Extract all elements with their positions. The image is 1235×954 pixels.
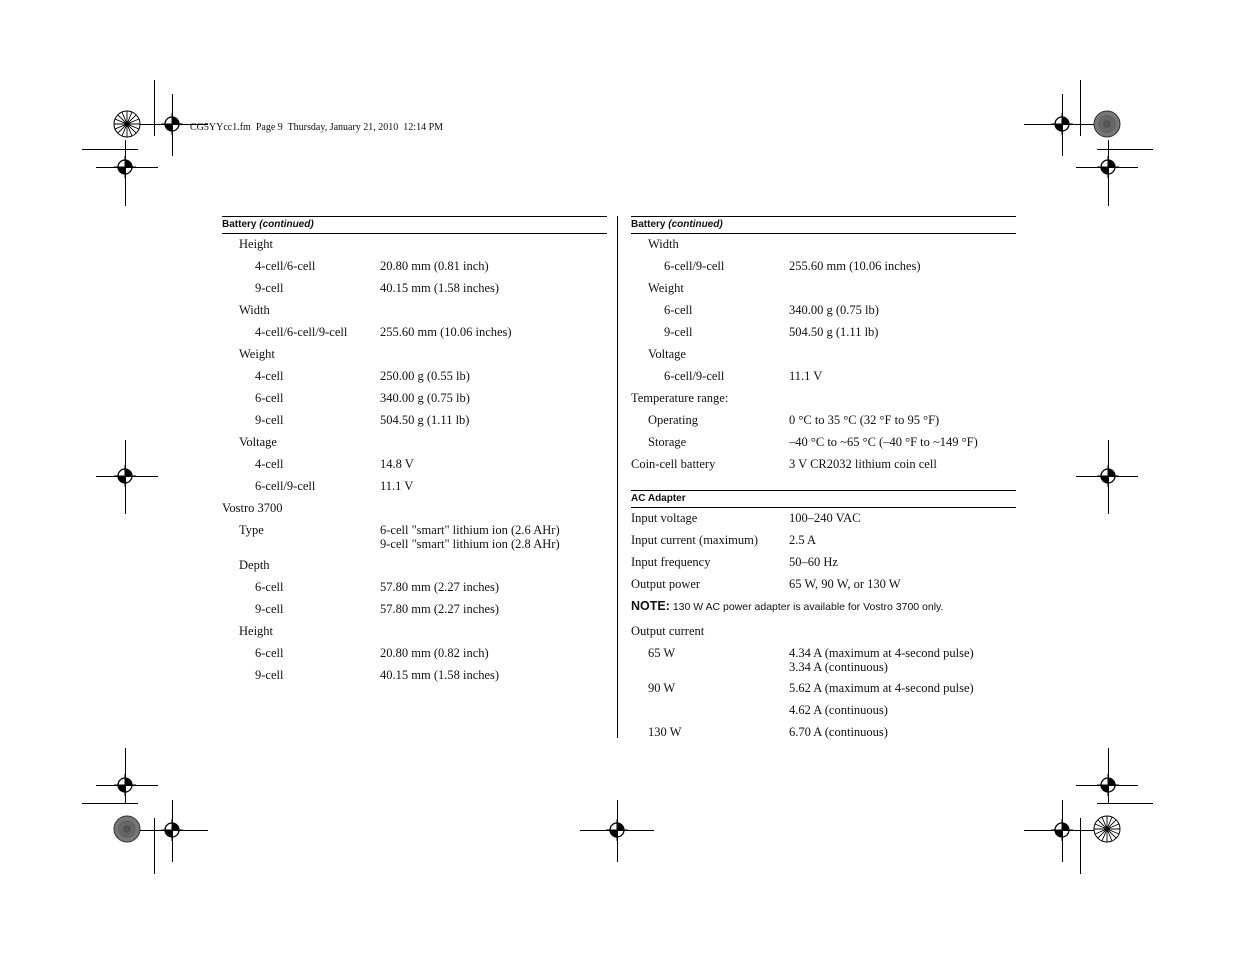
spec-row <box>222 520 607 555</box>
spec-value <box>789 410 1016 427</box>
registration-mark-icon <box>161 113 183 135</box>
spec-row <box>631 722 1016 744</box>
spec-value-line: 255.60 mm (10.06 inches) <box>380 325 512 339</box>
spec-value <box>789 530 1016 547</box>
crop-mark <box>154 80 155 136</box>
spec-row <box>631 322 1016 344</box>
registration-mark-icon <box>1051 113 1073 135</box>
spec-label: 6-cell <box>255 646 284 660</box>
spec-value-line: 0 °C to 35 °C (32 °F to 95 °F) <box>789 413 940 427</box>
spec-value <box>380 665 607 682</box>
spec-value-line: 504.50 g (1.11 lb) <box>380 413 470 427</box>
spec-value <box>380 344 607 347</box>
spec-value <box>380 454 607 471</box>
spec-row <box>631 432 1016 454</box>
spec-rows <box>631 508 1016 596</box>
spec-label: 130 W <box>648 725 682 739</box>
grey-target-icon <box>113 815 141 843</box>
spec-value <box>380 520 607 551</box>
registration-mark-icon <box>606 819 628 841</box>
spec-value <box>380 621 607 624</box>
spec-value <box>789 574 1016 591</box>
spec-value <box>380 498 607 501</box>
spec-value-line: 40.15 mm (1.58 inches) <box>380 281 500 295</box>
spec-value <box>380 366 607 383</box>
registration-mark-icon <box>1051 819 1073 841</box>
spec-row <box>222 498 607 520</box>
spec-label: 6-cell/9-cell <box>664 259 725 273</box>
registration-mark-icon <box>114 774 136 796</box>
spec-row <box>631 643 1016 678</box>
spec-label: 6-cell/9-cell <box>664 369 725 383</box>
spec-label: 9-cell <box>664 325 693 339</box>
spec-value <box>789 322 1016 339</box>
spec-label: Weight <box>239 347 275 361</box>
spec-value <box>380 476 607 493</box>
spec-label: 6-cell <box>664 303 693 317</box>
spec-label: Output power <box>631 577 701 591</box>
spec-value-line: 6-cell "smart" lithium ion (2.6 AHr) <box>380 523 560 537</box>
spec-row <box>631 530 1016 552</box>
spec-label: Width <box>648 237 679 251</box>
spec-row <box>222 278 607 300</box>
spec-row <box>631 388 1016 410</box>
crop-mark <box>82 803 138 804</box>
grey-target-icon <box>1093 110 1121 138</box>
spec-value-line: 14.8 V <box>380 457 414 471</box>
spec-label: Output current <box>631 624 705 638</box>
registration-mark-icon <box>114 465 136 487</box>
section-title: AC Adapter <box>631 493 686 504</box>
spec-row <box>631 700 1016 722</box>
spec-value <box>789 344 1016 347</box>
spec-value-line: 40.15 mm (1.58 inches) <box>380 668 500 682</box>
registration-mark-icon <box>1097 156 1119 178</box>
spec-row <box>631 621 1016 643</box>
column-divider <box>617 216 618 738</box>
spec-value-line: 5.62 A (maximum at 4-second pulse) <box>789 681 974 695</box>
spec-rows <box>631 234 1016 476</box>
spec-row <box>222 643 607 665</box>
spec-row <box>631 366 1016 388</box>
spec-label: 9-cell <box>255 668 284 682</box>
note-label: NOTE: <box>631 599 670 613</box>
spec-row <box>222 410 607 432</box>
spec-row <box>222 366 607 388</box>
spec-row <box>631 234 1016 256</box>
spec-value-line: 100–240 VAC <box>789 511 861 525</box>
spec-label: 6-cell <box>255 580 284 594</box>
section-header-battery <box>222 216 607 234</box>
spec-label: Depth <box>239 558 270 572</box>
spec-value <box>789 722 1016 739</box>
spec-value <box>380 410 607 427</box>
spec-row <box>222 577 607 599</box>
spec-value <box>789 234 1016 237</box>
spec-label: Width <box>239 303 270 317</box>
spec-label: Storage <box>648 435 687 449</box>
spec-value-line: 57.80 mm (2.27 inches) <box>380 602 500 616</box>
crop-mark <box>1097 803 1153 804</box>
spec-label: 4-cell <box>255 369 284 383</box>
section-header-battery <box>631 216 1016 234</box>
spec-row <box>631 508 1016 530</box>
spec-value <box>380 300 607 303</box>
spec-label: 9-cell <box>255 281 284 295</box>
registration-mark-icon <box>161 819 183 841</box>
spec-label: Input frequency <box>631 555 711 569</box>
spec-row <box>222 555 607 577</box>
spec-label: Voltage <box>239 435 277 449</box>
spec-row <box>631 454 1016 476</box>
spec-row <box>222 256 607 278</box>
spec-value <box>789 552 1016 569</box>
spec-value-line: 50–60 Hz <box>789 555 838 569</box>
spec-rows <box>222 234 607 687</box>
spec-value <box>380 278 607 295</box>
section-title: Battery <box>222 219 257 230</box>
spec-row <box>631 678 1016 700</box>
crop-mark <box>1080 818 1081 874</box>
spec-row <box>631 552 1016 574</box>
spec-label <box>631 700 789 703</box>
spec-value-line: 11.1 V <box>380 479 414 493</box>
section-header-ac-adapter <box>631 490 1016 508</box>
spec-value <box>789 508 1016 525</box>
spec-value <box>380 388 607 405</box>
note <box>631 596 1016 621</box>
spec-label: 4-cell/6-cell/9-cell <box>255 325 348 339</box>
spec-value <box>789 366 1016 383</box>
spec-row <box>222 621 607 643</box>
spec-label: Temperature range: <box>631 391 729 405</box>
spec-row <box>631 344 1016 366</box>
spec-value <box>789 621 1016 624</box>
spec-label: 9-cell <box>255 413 284 427</box>
spec-value-line: 11.1 V <box>789 369 823 383</box>
spec-label: Type <box>239 523 264 537</box>
spec-value <box>789 643 1016 674</box>
spec-value-line: 65 W, 90 W, or 130 W <box>789 577 901 591</box>
spec-row <box>222 234 607 256</box>
spec-label: Coin-cell battery <box>631 457 716 471</box>
spec-label: Input current (maximum) <box>631 533 759 547</box>
spec-value <box>380 643 607 660</box>
spec-value <box>380 432 607 435</box>
crop-mark <box>1080 80 1081 136</box>
right-spec-column <box>631 216 1016 744</box>
spec-value <box>380 322 607 339</box>
note-text: 130 W AC power adapter is available for Vostro 3700 only. <box>672 601 944 613</box>
spec-row <box>631 278 1016 300</box>
spec-row <box>631 410 1016 432</box>
spec-label: Input voltage <box>631 511 698 525</box>
registration-mark-icon <box>114 156 136 178</box>
spec-label: 90 W <box>648 681 676 695</box>
spec-row <box>222 476 607 498</box>
spec-row <box>222 388 607 410</box>
spec-label: Weight <box>648 281 684 295</box>
spec-row <box>222 454 607 476</box>
spec-label: 4-cell <box>255 457 284 471</box>
spec-value-line: 9-cell "smart" lithium ion (2.8 AHr) <box>380 537 560 551</box>
spec-row <box>222 344 607 366</box>
spec-label: Voltage <box>648 347 686 361</box>
spec-value <box>789 678 1016 695</box>
spec-value-line: 255.60 mm (10.06 inches) <box>789 259 921 273</box>
spec-value <box>789 256 1016 273</box>
spec-value-line: 4.34 A (maximum at 4-second pulse) <box>789 646 974 660</box>
spec-label: 4-cell/6-cell <box>255 259 316 273</box>
section-suffix: (continued) <box>668 219 723 230</box>
spec-value <box>380 256 607 273</box>
spec-row <box>222 665 607 687</box>
spec-value-line: 3.34 A (continuous) <box>789 660 888 674</box>
spec-value <box>789 700 1016 717</box>
spec-label: 9-cell <box>255 602 284 616</box>
spec-label: 65 W <box>648 646 676 660</box>
spec-value <box>789 278 1016 281</box>
spec-value-line: –40 °C to ~65 °C (–40 °F to ~149 °F) <box>789 435 978 449</box>
spec-value <box>380 577 607 594</box>
registration-mark-icon <box>1097 465 1119 487</box>
spec-value-line: 3 V CR2032 lithium coin cell <box>789 457 937 471</box>
spec-value-line: 20.80 mm (0.81 inch) <box>380 259 489 273</box>
spec-row <box>222 300 607 322</box>
spec-value-line: 6.70 A (continuous) <box>789 725 888 739</box>
spec-value-line: 4.62 A (continuous) <box>789 703 888 717</box>
spec-label: 6-cell <box>255 391 284 405</box>
spec-label: Vostro 3700 <box>222 501 283 515</box>
left-spec-column <box>222 216 607 687</box>
spec-label: Height <box>239 237 274 251</box>
crop-mark <box>154 818 155 874</box>
spec-value <box>380 599 607 616</box>
section-title: Battery <box>631 219 666 230</box>
spec-value <box>789 432 1016 449</box>
spec-value-line: 340.00 g (0.75 lb) <box>380 391 470 405</box>
spec-row <box>222 432 607 454</box>
spec-value-line: 250.00 g (0.55 lb) <box>380 369 470 383</box>
spec-label: 6-cell/9-cell <box>255 479 316 493</box>
crop-mark <box>82 149 138 150</box>
spec-rows <box>631 621 1016 744</box>
spec-value <box>380 234 607 237</box>
star-target-icon <box>113 110 141 138</box>
star-target-icon <box>1093 815 1121 843</box>
spec-value <box>789 300 1016 317</box>
registration-mark-icon <box>1097 774 1119 796</box>
spec-label: Height <box>239 624 274 638</box>
spec-value-line: 340.00 g (0.75 lb) <box>789 303 879 317</box>
spec-value-line: 57.80 mm (2.27 inches) <box>380 580 500 594</box>
spec-value <box>789 388 1016 391</box>
spec-row <box>631 256 1016 278</box>
spec-value <box>380 555 607 558</box>
spec-row <box>222 322 607 344</box>
spec-value <box>789 454 1016 471</box>
file-slug: CG5YYcc1.fm Page 9 Thursday, January 21, 2010 12:14 PM <box>190 122 444 133</box>
spec-label: Operating <box>648 413 698 427</box>
spec-value-line: 504.50 g (1.11 lb) <box>789 325 879 339</box>
crop-mark <box>1097 149 1153 150</box>
spec-row <box>222 599 607 621</box>
spec-value-line: 20.80 mm (0.82 inch) <box>380 646 489 660</box>
spec-value-line: 2.5 A <box>789 533 817 547</box>
spec-row <box>631 574 1016 596</box>
section-suffix: (continued) <box>259 219 314 230</box>
spec-row <box>631 300 1016 322</box>
